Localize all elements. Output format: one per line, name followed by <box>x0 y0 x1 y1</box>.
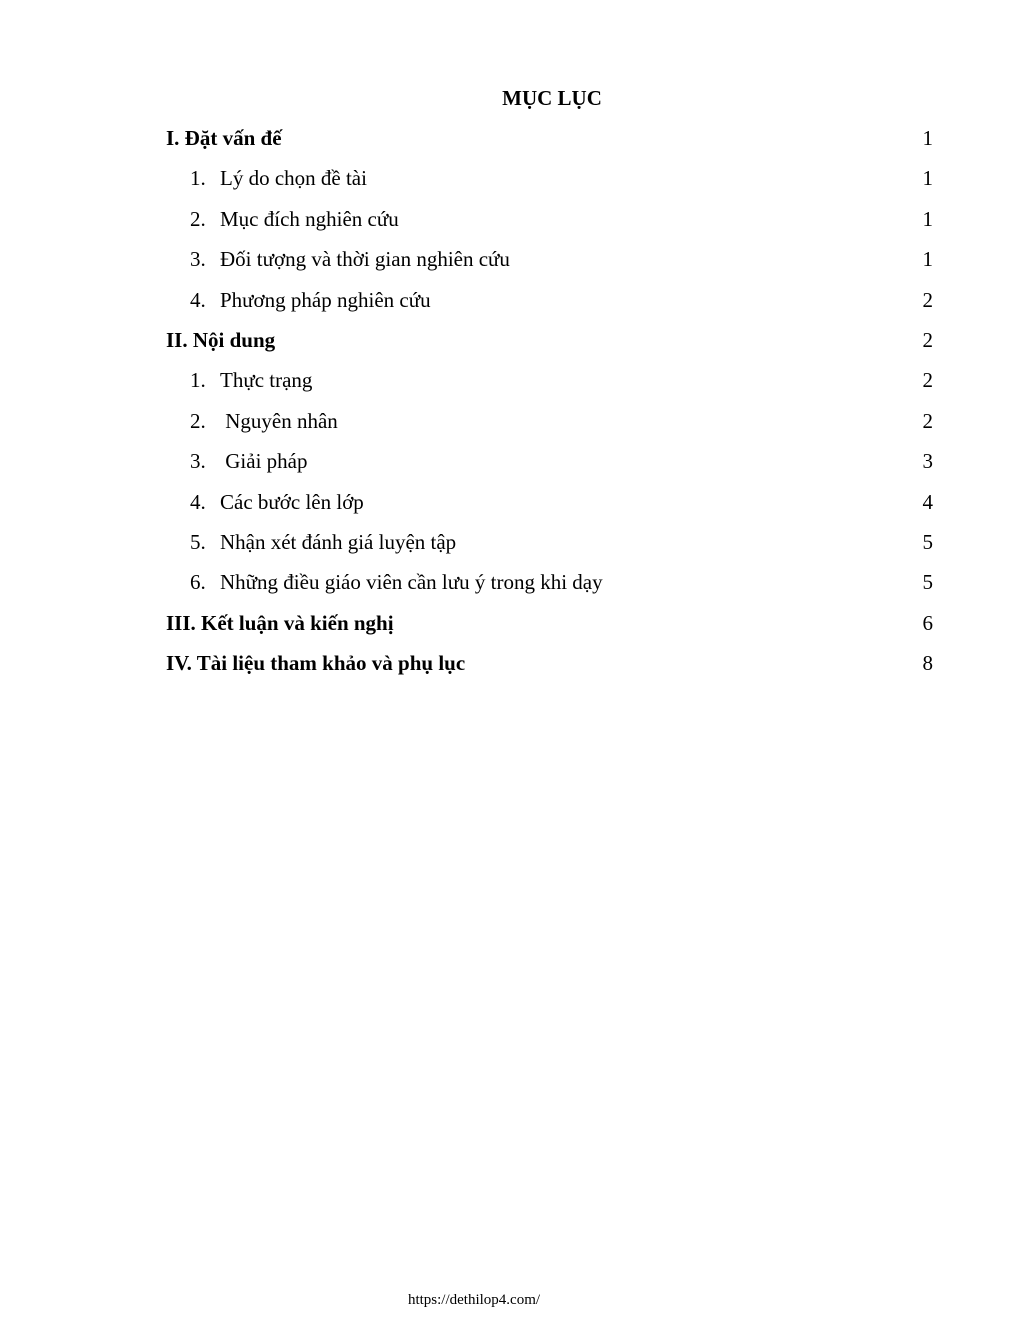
toc-entry-text: Nhận xét đánh giá luyện tập <box>220 529 457 554</box>
toc-section <box>166 124 933 164</box>
toc-item <box>166 245 933 285</box>
toc-item-number: 4. <box>190 489 206 514</box>
toc-item <box>166 568 933 608</box>
toc-page-number: 3 <box>922 449 933 474</box>
table-of-contents <box>166 124 933 689</box>
toc-entry-text: Lý do chọn đề tài <box>220 166 367 191</box>
toc-entry-text: II. Nội dung <box>166 327 276 352</box>
toc-item-number: 6. <box>190 570 206 595</box>
toc-item <box>166 286 933 326</box>
page-title: MỤC LỤC <box>502 86 602 110</box>
toc-entry-text: Những điều giáo viên cần lưu ý trong khi dạy <box>220 570 603 595</box>
toc-page-number: 2 <box>922 408 933 433</box>
toc-page-number: 1 <box>922 206 933 231</box>
toc-item-number: 3. <box>190 449 206 474</box>
toc-page-number: 4 <box>922 489 933 514</box>
toc-item <box>166 407 933 447</box>
toc-entry-text: Mục đích nghiên cứu <box>220 206 399 231</box>
toc-item <box>166 366 933 406</box>
toc-item-number: 1. <box>190 368 206 393</box>
toc-item <box>166 447 933 487</box>
toc-page-number: 2 <box>922 368 933 393</box>
toc-entry-text: Các bước lên lớp <box>220 489 364 514</box>
toc-section <box>166 649 933 689</box>
toc-page-number: 1 <box>922 126 933 150</box>
toc-entry-text: Đối tượng và thời gian nghiên cứu <box>220 247 510 272</box>
toc-entry-text: IV. Tài liệu tham khảo và phụ lục <box>166 651 466 676</box>
toc-item-number: 2. <box>190 206 206 231</box>
toc-item-number: 1. <box>190 166 206 191</box>
toc-item-number: 3. <box>190 247 206 272</box>
toc-entry-text: Nguyên nhân <box>220 408 338 433</box>
toc-item-number: 2. <box>190 408 206 433</box>
toc-page-number: 2 <box>922 287 933 312</box>
toc-page-number: 5 <box>922 529 933 554</box>
toc-page-number: 5 <box>922 570 933 595</box>
toc-page-number: 1 <box>922 166 933 191</box>
toc-item <box>166 164 933 204</box>
toc-item <box>166 205 933 245</box>
toc-page-number: 6 <box>922 610 933 635</box>
footer-url[interactable]: https://dethilop4.com/ <box>407 1292 541 1308</box>
toc-entry-text: Thực trạng <box>220 368 313 393</box>
toc-item-number: 5. <box>190 529 206 554</box>
toc-item <box>166 488 933 528</box>
toc-entry-text: I. Đặt vấn đế <box>166 126 282 150</box>
toc-entry-text: Giải pháp <box>220 449 308 474</box>
toc-page-number: 8 <box>922 651 933 676</box>
toc-item <box>166 528 933 568</box>
toc-section <box>166 326 933 366</box>
toc-entry-text: III. Kết luận và kiến nghị <box>166 610 394 635</box>
toc-page-number: 2 <box>922 327 933 352</box>
toc-item-number: 4. <box>190 287 206 312</box>
toc-entry-text: Phương pháp nghiên cứu <box>220 287 431 312</box>
toc-section <box>166 609 933 649</box>
toc-page-number: 1 <box>922 247 933 272</box>
